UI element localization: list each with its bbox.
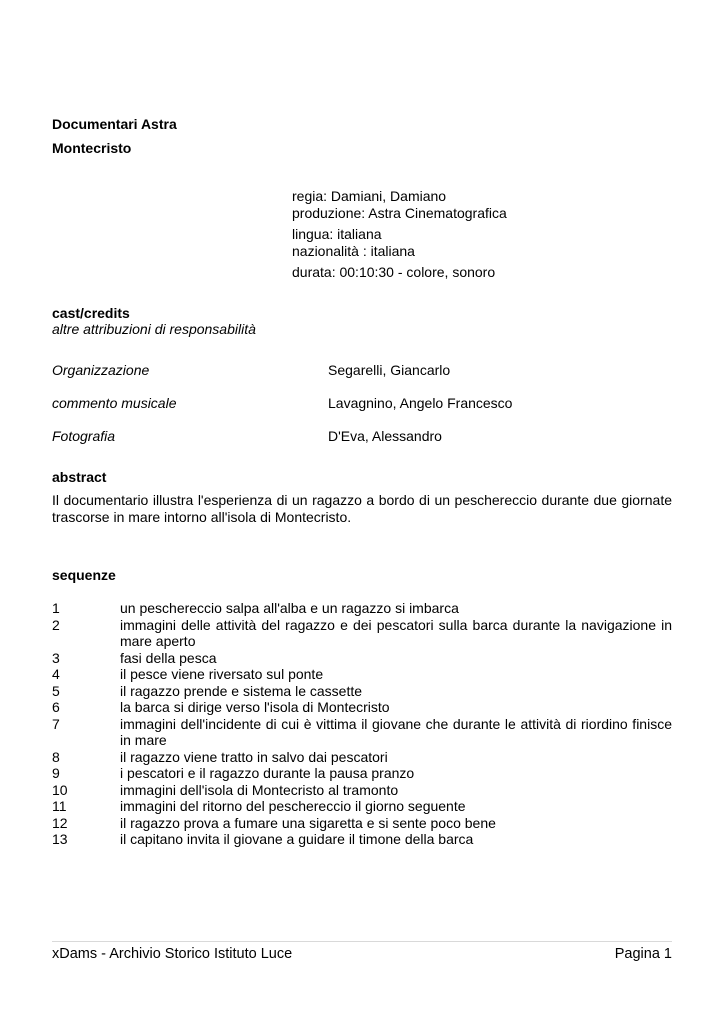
production-block [292,188,507,221]
credit-role: Organizzazione [52,362,150,378]
sequence-description: il pesce viene riversato sul ponte [120,666,324,682]
language-block [292,226,415,259]
credit-name: Segarelli, Giancarlo [328,362,451,378]
credit-role: Fotografia [52,428,116,444]
footer-source: xDams - Archivio Storico Istituto Luce [52,946,293,962]
sequence-number: 12 [52,814,68,831]
sequence-description: fasi della pesca [120,649,217,666]
sequence-description: immagini del ritorno del peschereccio il giorno seguente [120,798,466,814]
page-number: Pagina 1 [614,946,672,962]
sequence-list [52,600,672,848]
sequence-description: un peschereccio salpa all'alba e un ragazzo si imbarca [120,600,459,616]
sequence-description: la barca si dirige verso l'isola di Montecristo [120,699,390,715]
sequence-item [52,831,672,848]
sequence-description: il ragazzo prende e sistema le cassette [120,682,363,699]
sequence-number: 4 [52,666,60,682]
document-page [52,0,672,1024]
production-line: produzione: Astra Cinematografica [292,204,507,221]
sequence-item [52,650,672,667]
sequence-number: 13 [52,831,68,847]
sequence-item [52,815,672,832]
credit-role: commento musicale [52,395,177,411]
sequence-description: i pescatori e il ragazzo durante la pausa pranzo [120,765,415,781]
nationality-line: nazionalità : italiana [292,242,415,259]
sequence-item [52,798,672,815]
film-title: Montecristo [52,140,132,156]
sequence-description: il ragazzo viene tratto in salvo dai pescatori [120,748,388,765]
cast-subheading: altre attribuzioni di responsabilità [52,321,256,337]
sequence-item [52,600,672,617]
sequence-number: 9 [52,765,60,781]
sequence-item [52,699,672,716]
sequence-number: 8 [52,748,60,765]
language-line: lingua: italiana [292,226,382,242]
abstract-text: Il documentario illustra l'esperienza di un ragazzo a bordo di un peschereccio durante due giornate trascorse in mare intorno all'isola di Montecristo. [52,492,672,525]
sequence-item [52,765,672,782]
sequence-number: 10 [52,781,68,798]
sequence-number: 1 [52,600,60,616]
duration-line: durata: 00:10:30 - colore, sonoro [292,264,496,280]
sequence-number: 5 [52,682,60,699]
sequence-description: il ragazzo prova a fumare una sigaretta e si sente poco bene [120,814,496,831]
sequence-description: il capitano invita il giovane a guidare il timone della barca [120,831,474,847]
sequence-number: 2 [52,616,60,633]
sequence-number: 7 [52,715,60,732]
sequence-description: immagini dell'isola di Montecristo al tramonto [120,781,399,798]
sequence-item [52,666,672,683]
footer-divider [52,941,672,942]
sequence-number: 6 [52,699,60,715]
abstract-heading: abstract [52,469,107,485]
sequence-number: 3 [52,649,60,666]
sequence-item [52,782,672,799]
sequences-heading: sequenze [52,567,116,583]
sequence-description: immagini dell'incidente di cui è vittima il giovane che durante le attività di riordino finisce in mare [120,715,672,748]
credit-name: Lavagnino, Angelo Francesco [328,395,513,411]
director-line: regia: Damiani, Damiano [292,188,447,204]
sequence-item [52,683,672,700]
sequence-description: immagini delle attività del ragazzo e dei pescatori sulla barca durante la navigazione in mare aperto [120,616,672,649]
sequence-item [52,716,672,749]
sequence-number: 11 [52,798,67,814]
sequence-item [52,617,672,650]
series-title: Documentari Astra [52,116,177,132]
duration-block [292,264,495,281]
cast-heading: cast/credits [52,305,130,321]
sequence-item [52,749,672,766]
credit-name: D'Eva, Alessandro [328,428,442,444]
